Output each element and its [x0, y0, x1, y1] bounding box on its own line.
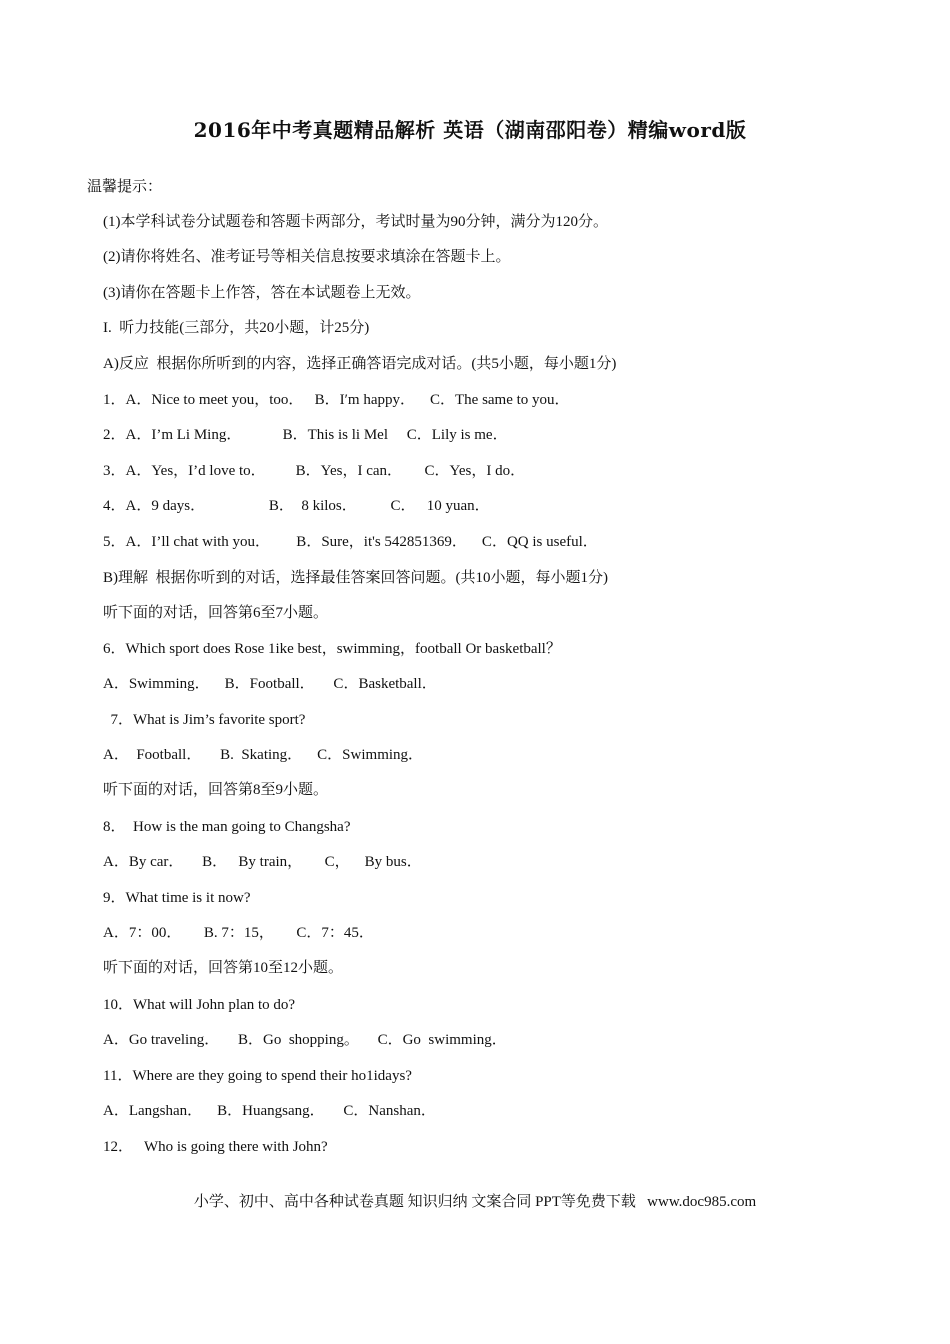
part-a-heading: A)反应 根据你所听到的内容，选择正确答语完成对话。(共5小题，每小题1分): [103, 356, 617, 372]
question-line: 4．A．9 days． B． 8 kilos． C． 10 yuan．: [103, 498, 490, 514]
question-line: 9．What time is it now?: [103, 890, 251, 906]
options-line: A．Swimming． B．Football． C．Basketball．: [103, 676, 437, 692]
page-footer: 小学、初中、高中各种试卷真题 知识归纳 文案合同 PPT等免费下载 www.doc985.com: [193, 1194, 757, 1210]
tips-heading: 温馨提示：: [87, 179, 163, 195]
options-line: A．7：00． B. 7：15， C．7：45．: [103, 925, 374, 941]
instruction-line: 听下面的对话，回答第8至9小题。: [103, 782, 329, 798]
question-line: 11．Where are they going to spend their ho1idays?: [103, 1068, 412, 1084]
question-line: 3．A．Yes，I’d love to． B．Yes，I can． C．Yes，I do．: [103, 463, 526, 479]
instruction-line: 听下面的对话，回答第10至12小题。: [103, 960, 344, 976]
tip-line: (2)请你将姓名、准考证号等相关信息按要求填涂在答题卡上。: [103, 249, 511, 265]
options-line: A． Football． B. Skating． C．Swimming．: [103, 747, 424, 763]
question-line: 5．A．I’ll chat with you． B．Sure，it's 542851369． C．QQ is useful．: [103, 534, 598, 550]
section-heading: I. 听力技能(三部分，共20小题，计25分): [103, 320, 370, 336]
options-line: A．Go traveling． B．Go shopping。 C．Go swimming．: [103, 1032, 507, 1048]
question-line: 7．What is Jim’s favorite sport?: [103, 712, 306, 728]
question-line: 2．A．I’m Li Ming． B．This is li Mel C．Lily is me．: [103, 427, 508, 443]
tip-line: (3)请你在答题卡上作答，答在本试题卷上无效。: [103, 285, 421, 301]
question-line: 12． Who is going there with John?: [103, 1139, 328, 1155]
instruction-line: 听下面的对话，回答第6至7小题。: [103, 605, 329, 621]
tip-line: (1)本学科试卷分试题卷和答题卡两部分，考试时量为90分钟，满分为120分。: [103, 214, 608, 230]
part-b-heading: B)理解 根据你听到的对话，选择最佳答案回答问题。(共10小题，每小题1分): [103, 570, 608, 586]
options-line: A．By car． B． By train， C， By bus．: [103, 854, 422, 870]
question-line: 1．A．Nice to meet you，too． B．I′m happy． C．The same to you．: [103, 392, 570, 408]
question-line: 10．What will John plan to do?: [103, 997, 296, 1013]
options-line: A．Langshan． B．Huangsang． C．Nanshan．: [103, 1103, 436, 1119]
document-title: 2016年中考真题精品解析 英语（湖南邵阳卷）精编word版: [193, 118, 747, 142]
question-line: 8． How is the man going to Changsha?: [103, 819, 351, 835]
question-line: 6．Which sport does Rose 1ike best，swimming，football Or basketball？: [103, 641, 561, 657]
